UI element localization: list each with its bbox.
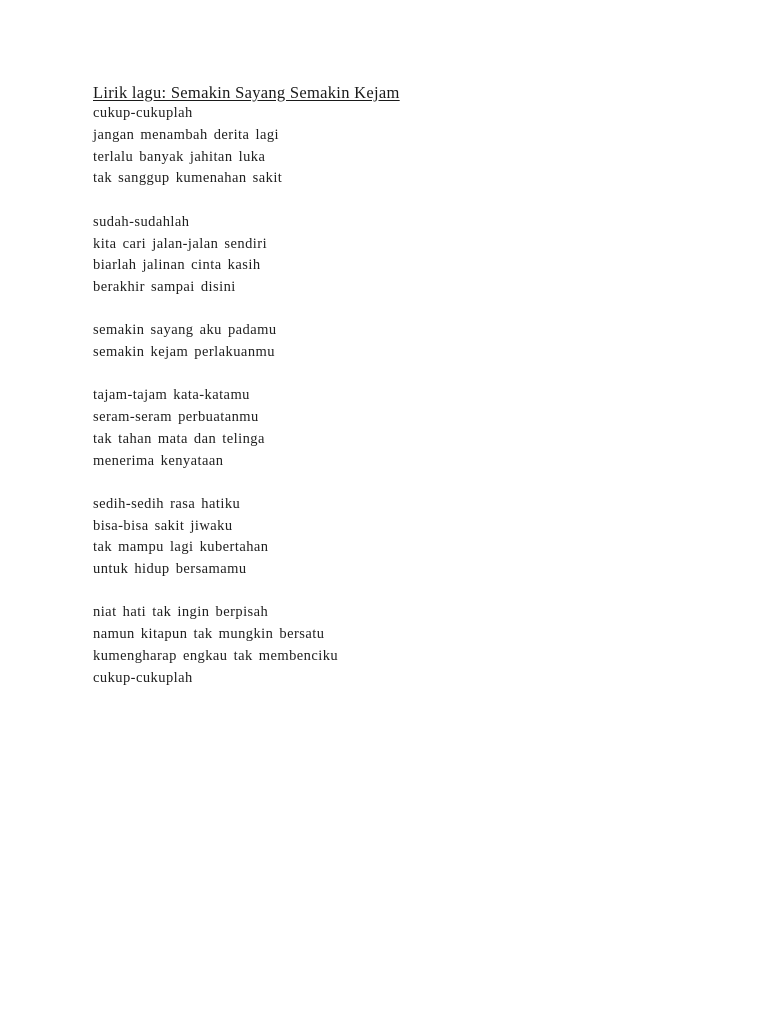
lyric-line: cukup-cukuplah: [93, 669, 193, 686]
lyric-line: berakhir sampai disini: [93, 278, 236, 295]
lyric-line: biarlah jalinan cinta kasih: [93, 257, 261, 274]
lyrics-body: [93, 103, 688, 689]
lyric-line: jangan menambah derita lagi: [93, 127, 280, 144]
lyric-line: sudah-sudahlah: [93, 213, 190, 230]
stanza: [93, 385, 688, 472]
lyric-line: semakin kejam perlakuanmu: [93, 344, 275, 361]
lyric-line: kumengharap engkau tak membenciku: [93, 647, 339, 664]
lyric-line: semakin sayang aku padamu: [93, 322, 277, 339]
stanza: [93, 320, 688, 363]
lyric-line: cukup-cukuplah: [93, 105, 193, 122]
lyric-line: tajam-tajam kata-katamu: [93, 387, 250, 404]
document-title: Lirik lagu: Semakin Sayang Semakin Kejam: [93, 83, 400, 102]
stanza: [93, 212, 688, 299]
lyric-line: namun kitapun tak mungkin bersatu: [93, 626, 325, 643]
lyric-line: sedih-sedih rasa hatiku: [93, 495, 241, 512]
lyric-line: niat hati tak ingin berpisah: [93, 604, 269, 621]
stanza: [93, 602, 688, 689]
stanza: [93, 494, 688, 581]
lyric-line: tak sanggup kumenahan sakit: [93, 170, 283, 187]
lyric-line: tak tahan mata dan telinga: [93, 430, 265, 447]
lyric-line: menerima kenyataan: [93, 452, 224, 469]
lyric-line: seram-seram perbuatanmu: [93, 409, 259, 426]
lyric-line: untuk hidup bersamamu: [93, 561, 247, 578]
lyric-line: tak mampu lagi kubertahan: [93, 539, 269, 556]
stanza: [93, 103, 688, 190]
lyric-line: kita cari jalan-jalan sendiri: [93, 235, 268, 252]
lyric-line: terlalu banyak jahitan luka: [93, 148, 266, 165]
lyric-line: bisa-bisa sakit jiwaku: [93, 517, 233, 534]
